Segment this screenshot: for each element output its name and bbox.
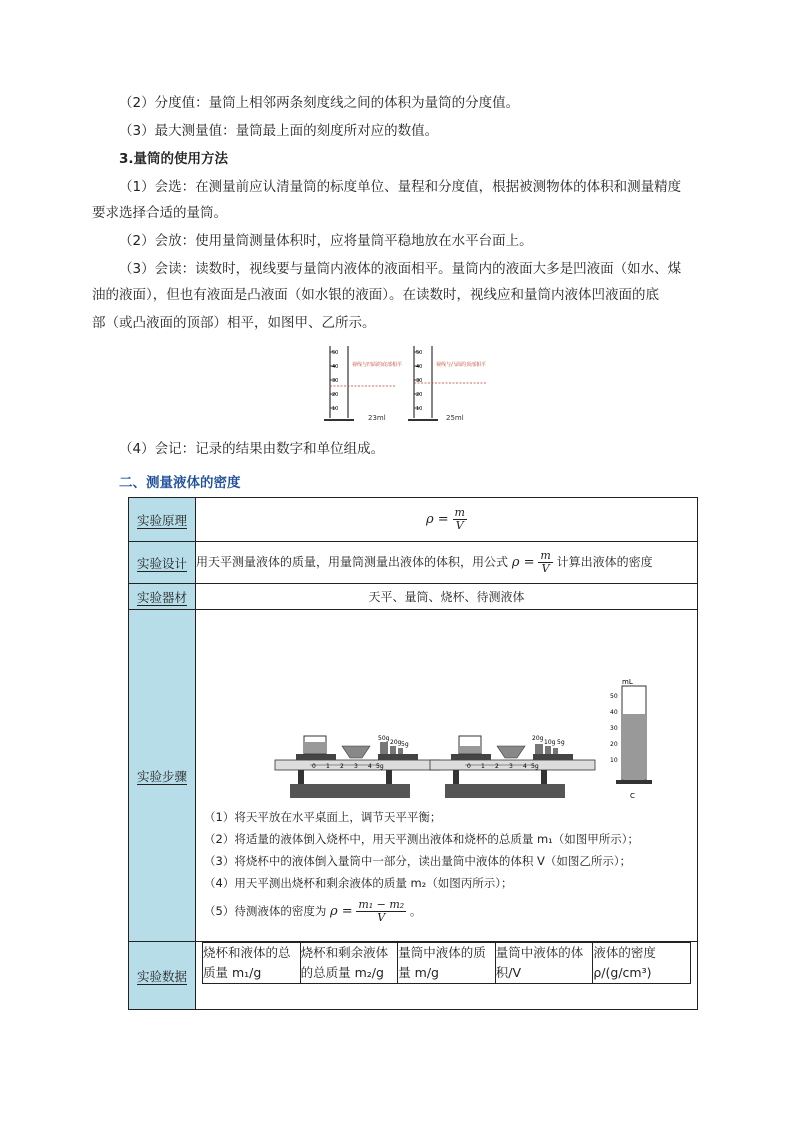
para-record: （4）会记：记录的结果由数字和单位组成。 [119,441,385,457]
para-read-c: 部（或凸液面的顶部）相平，如图甲、乙所示。 [92,315,376,331]
step5-fraction: $\frac{\text{m₁ − m₂}}{V}$ [358,898,405,924]
weight-a3: 5g [401,741,409,748]
heading-usage: 3.量筒的使用方法 [119,151,229,167]
cyl-tick-40: 40 [610,709,618,716]
principle-rho: ρ = [426,512,449,527]
row-data [129,942,698,1010]
row-equipment [129,584,698,610]
tick-10: 10 [332,406,339,412]
balance-a [275,735,440,798]
balance-figure [270,676,690,806]
data-header-m: 量筒中液体的质量 m/g [398,943,496,984]
data-header-v: 量筒中液体的体积/V [495,943,593,984]
data-header-m2: 烧杯和剩余液体的总质量 m₂/g [300,943,398,984]
weight-b3: 5g [557,739,565,746]
tick-30: 30 [332,378,339,384]
scale-3: 3 [354,763,358,770]
cyl-label: C [630,792,635,800]
experiment-table [128,497,698,1010]
tick-20: 20 [416,392,423,398]
tick-40: 40 [332,364,339,370]
para-select-a: （1）会选：在测量前应认清量筒的标度单位、量程和分度值，根据被测物体的体积和测量精度 [119,179,682,195]
scale-0: 0 [312,763,316,770]
right-reading: 25ml [446,414,464,422]
scale-2: 2 [340,763,344,770]
scale-5: 5g [531,763,539,770]
tick-30: 30 [416,378,423,384]
tick-50: 50 [332,350,339,356]
section-title: 二、测量液体的密度 [119,475,241,491]
weight-a1: 50g [378,735,390,742]
scale-1: 1 [481,763,485,770]
cyl-unit: mL [622,678,633,686]
data-header-m1: 烧杯和液体的总质量 m₁/g [203,943,301,984]
scale-5: 5g [376,763,384,770]
weight-a2: 20g [390,739,402,746]
scale-3: 3 [509,763,513,770]
tick-10: 10 [416,406,423,412]
label-principle: 实验原理 [136,512,187,528]
para-division-value: （2）分度值：量筒上相邻两条刻度线之间的体积为量筒的分度值。 [119,95,520,111]
step-4: （4）用天平测出烧杯和剩余液体的质量 m₂（如图丙所示）； [204,876,513,890]
label-equipment: 实验器材 [136,589,187,605]
principle-fraction: $\frac{m}{V}$ [454,506,465,532]
row-principle [129,498,698,542]
step-2: （2）将适量的液体倒入烧杯中，用天平测出液体和烧杯的总质量 m₁（如图甲所示）； [204,832,640,846]
scale-4: 4 [523,763,527,770]
label-design: 实验设计 [136,555,187,571]
cyl-tick-50: 50 [610,693,618,700]
para-read-b: 油的液面），但也有液面是凸液面（如水银的液面）。在读数时，视线应和量筒内液体凹液面的底 [92,287,659,303]
para-place: （2）会放：使用量筒测量体积时，应将量筒平稳地放在水平台面上。 [119,233,533,249]
equipment-text: 天平、量筒、烧杯、待测液体 [196,584,698,610]
step-3: （3）将烧杯中的液体倒入量筒中一部分，读出量筒中液体的体积 V（如图乙所示）； [204,854,632,868]
design-fraction: $\frac{m}{V}$ [540,549,551,575]
weight-b2: 10g [544,739,556,746]
data-header-row [203,943,691,984]
scale-1: 1 [326,763,330,770]
cyl-tick-20: 20 [610,741,618,748]
para-max-value: （3）最大测量值：量筒最上面的刻度所对应的数值。 [119,123,439,139]
scale-0: 0 [467,763,471,770]
tick-50: 50 [416,350,423,356]
label-data: 实验数据 [136,968,187,984]
cyl-tick-10: 10 [610,757,618,764]
design-text-a: 用天平测量液体的质量，用量筒测量出液体的体积，用公式 [196,555,509,569]
cylinder-c [610,678,652,800]
para-read-a: （3）会读：读数时，视线要与量筒内液体的液面相平。量筒内的液面大多是凹液面（如水、煤 [119,261,682,277]
tick-20: 20 [332,392,339,398]
tick-40: 40 [416,364,423,370]
right-sight-note: 视线与凸面的顶部相平 [436,362,487,368]
scale-4: 4 [368,763,372,770]
design-rho: ρ = [511,555,535,570]
data-table [202,942,691,984]
step-1: （1）将天平放在水平桌面上，调节天平平衡； [204,810,442,824]
scale-2: 2 [495,763,499,770]
left-sight-note: 视线与凹面的底部相平 [352,362,403,368]
para-select-b: 要求选择合适的量筒。 [92,205,227,221]
balance-b [430,735,595,798]
left-reading: 23ml [368,414,386,422]
cyl-tick-30: 30 [610,725,618,732]
cylinder-reading-figure [316,340,494,430]
weight-b1: 20g [532,735,544,742]
design-text-b: 计算出液体的密度 [556,555,653,569]
data-header-rho: 液体的密度 ρ/(g/cm³) [593,943,691,984]
row-steps [129,610,698,942]
step-5: （5）待测液体的密度为 ρ = $\frac{\text{m₁ − m₂}}{V}$ 。 [204,898,422,924]
row-design [129,542,698,584]
label-steps: 实验步骤 [136,768,187,784]
